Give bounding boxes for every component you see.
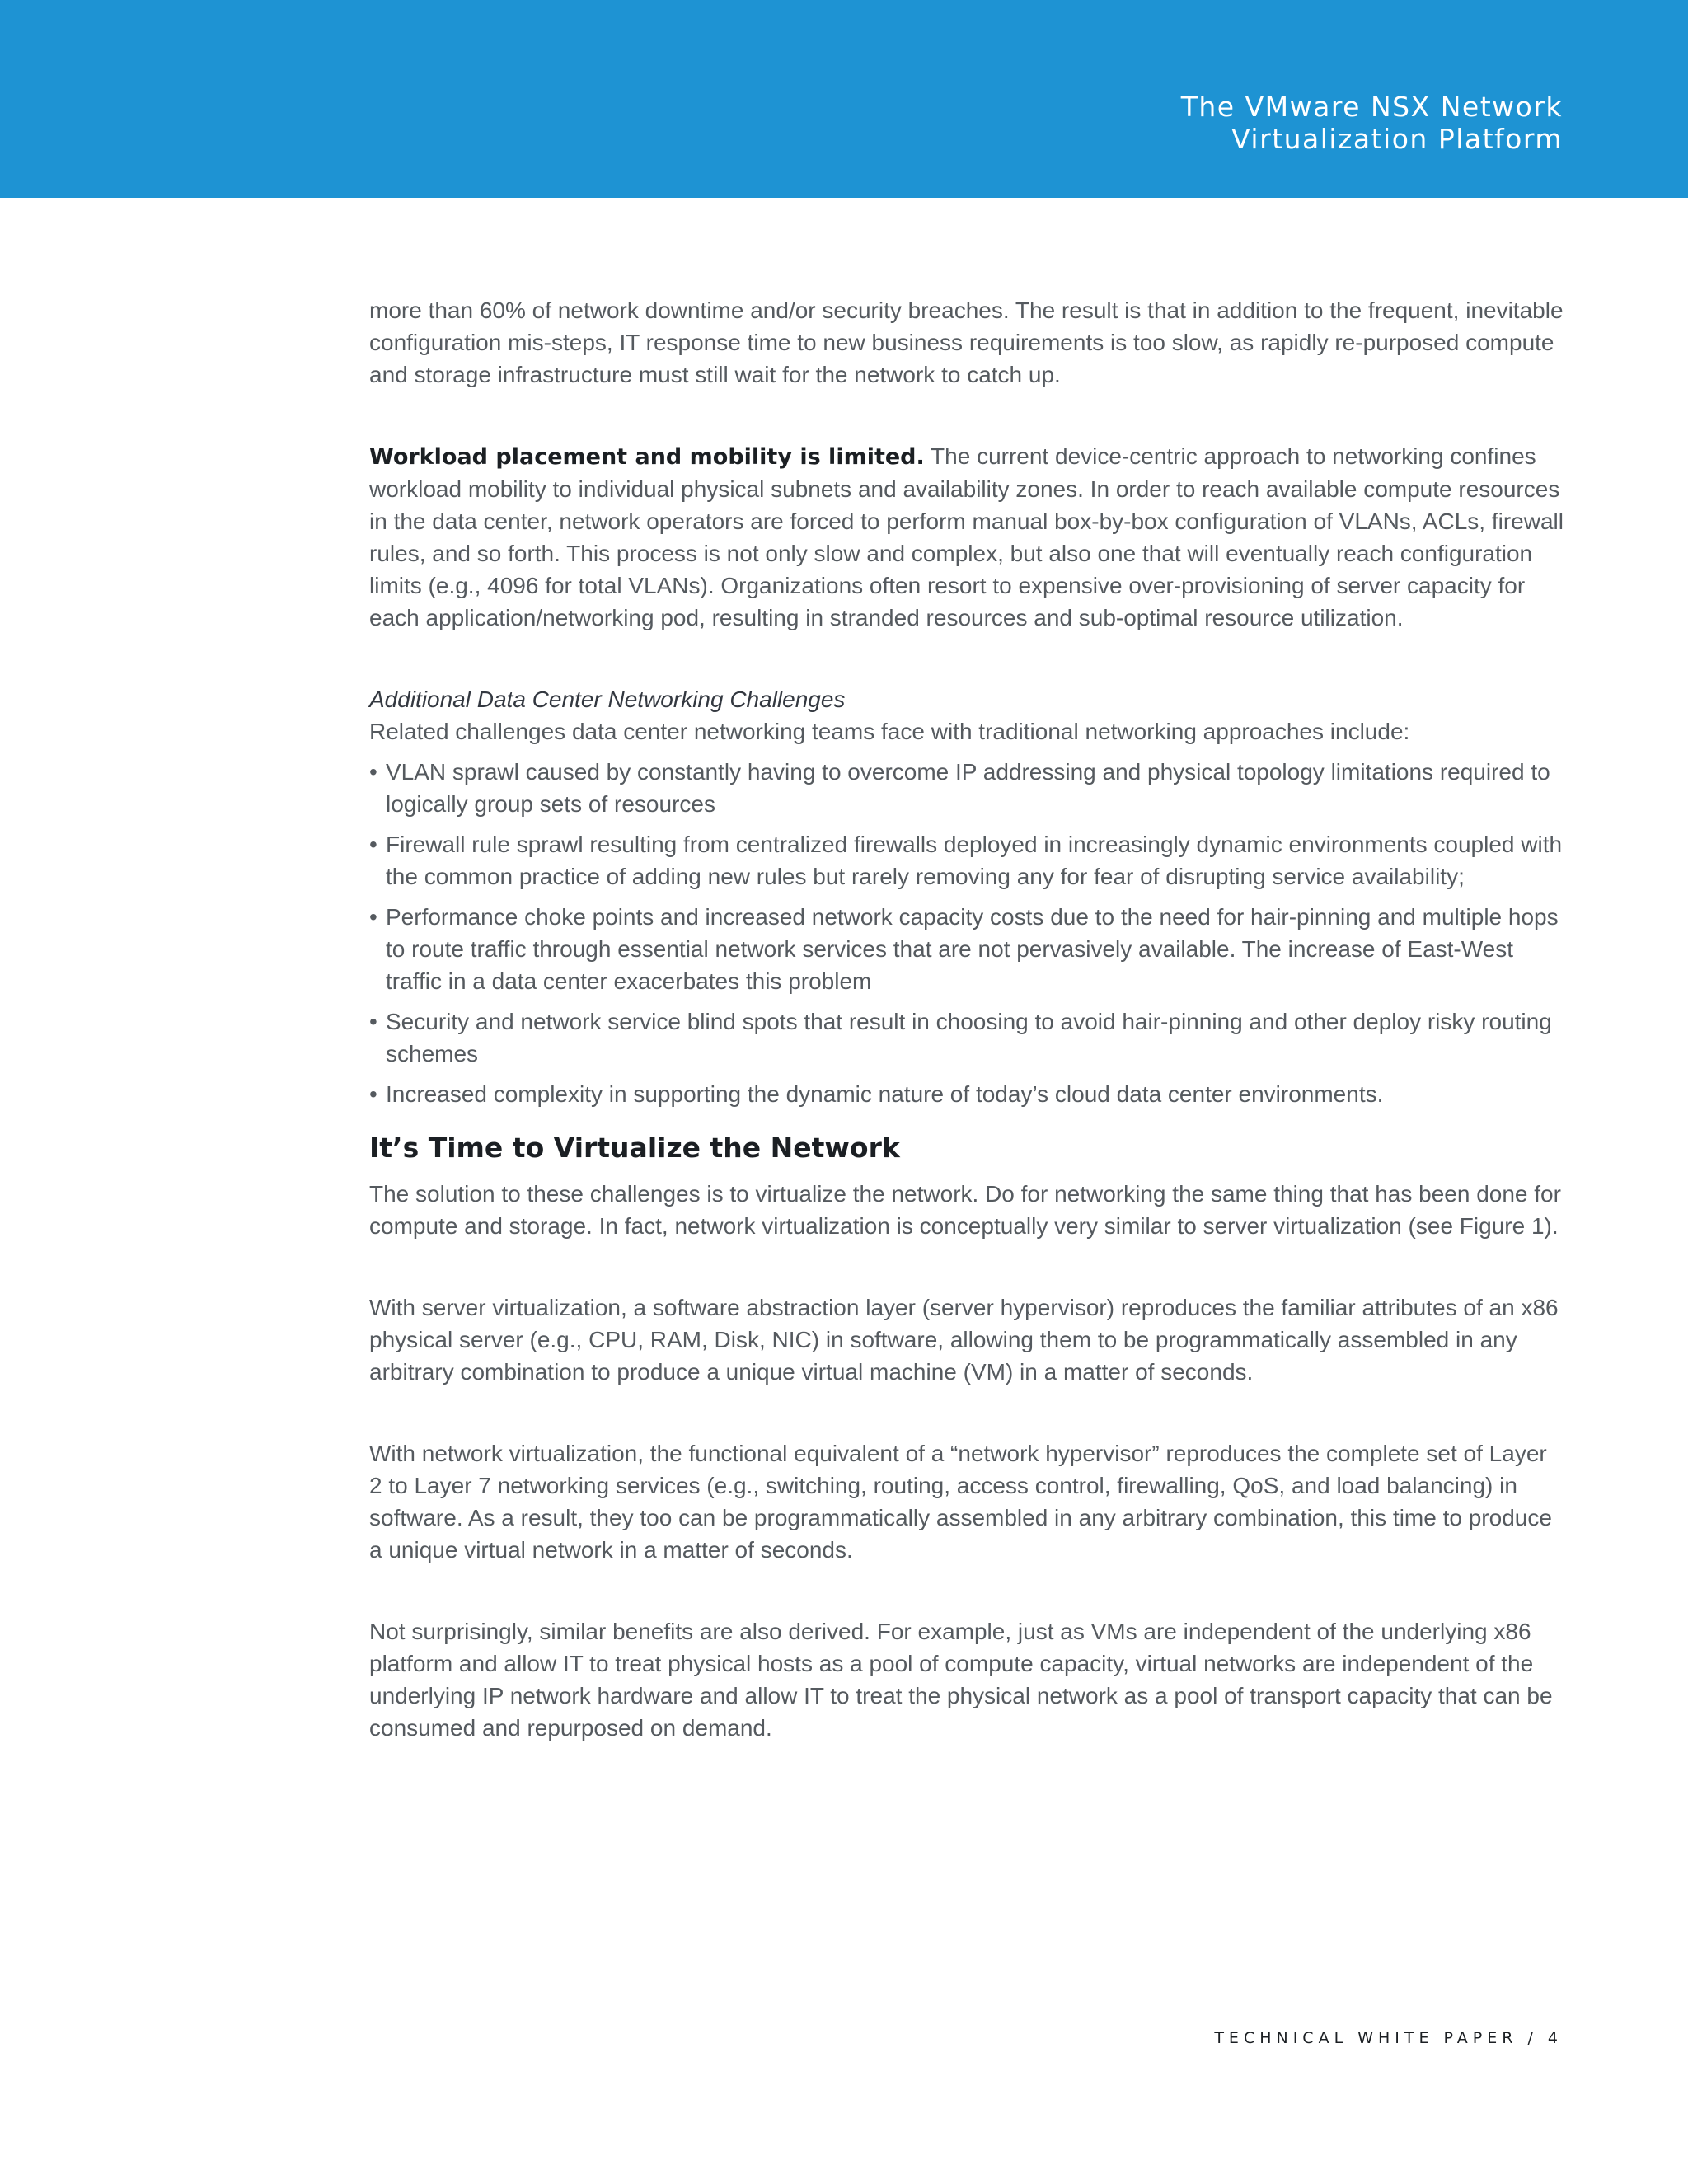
solution-paragraph: The solution to these challenges is to virtualize the network. Do for networking the same thing that has been done for compute and storage. In fact, network virtualization is conceptually very similar to server virtualization (see Figure 1). (369, 1181, 1561, 1239)
server-virtualization-paragraph: With server virtualization, a software abstraction layer (server hypervisor) reproduces the familiar attributes of an x86 physical server (e.g., CPU, RAM, Disk, NIC) in software, allowing them to be programmatically assembled in any arbitrary combination to produce a unique virtual machine (VM) in a matter of seconds. (369, 1295, 1559, 1385)
document-title-line-2: Virtualization Platform (1231, 123, 1563, 155)
list-item: • Firewall rule sprawl resulting from centralized firewalls deployed in increasingly dynamic environments coupled with the common practice of adding new rules but rarely removing any for fear of disrupting service availability; (369, 828, 1564, 893)
intro-paragraph: more than 60% of network downtime and/or security breaches. The result is that in addition to the frequent, inevitable configuration mis-steps, IT response time to new business requirements is too slow, as rapidly re-purposed compute and storage infrastructure must still wait for the network to catch up. (369, 298, 1564, 387)
workload-lead: Workload placement and mobility is limited. (369, 444, 925, 470)
list-item: • VLAN sprawl caused by constantly having to overcome IP addressing and physical topology limitations required to logically group sets of resources (369, 756, 1564, 820)
list-item: • Increased complexity in supporting the dynamic nature of today’s cloud data center environments. (369, 1078, 1564, 1110)
challenges-intro: Related challenges data center networking teams face with traditional networking approaches include: (369, 719, 1410, 744)
workload-paragraph (369, 440, 1564, 634)
page-content (369, 294, 1564, 1744)
challenges-subheading: Additional Data Center Networking Challenges (369, 687, 846, 712)
workload-text: The current device-centric approach to networking confines workload mobility to individual physical subnets and availability zones. In order to reach available compute resources in the data center, network operators are forced to perform manual box-by-box configuration of VLANs, ACLs, firewall rules, and so forth. This process is not only slow and complex, but also one that will eventually reach configuration limits (e.g., 4096 for total VLANs). Organizations often resort to expensive over-provisioning of server capacity for each application/networking pod, resulting in stranded resources and sub-optimal resource utilization. (369, 443, 1564, 630)
list-item: • Performance choke points and increased network capacity costs due to the need for hair-pinning and multiple hops to route traffic through essential network services that are not pervasively available. The increase of East-West traffic in a data center exacerbates this problem (369, 901, 1564, 997)
document-title-line-1: The VMware NSX Network (1180, 91, 1563, 123)
document-title (1181, 91, 1563, 155)
network-virtualization-paragraph: With network virtualization, the functional equivalent of a “network hypervisor” reproduces the complete set of Layer 2 to Layer 7 networking services (e.g., switching, routing, access control, firewalling, QoS, and load balancing) in software. As a result, they too can be programmatically assembled in any arbitrary combination, this time to produce a unique virtual network in a matter of seconds. (369, 1441, 1552, 1563)
header-band (0, 0, 1688, 198)
challenges-list (369, 756, 1564, 1110)
benefits-paragraph: Not surprisingly, similar benefits are also derived. For example, just as VMs are independent of the underlying x86 platform and allow IT to treat physical hosts as a pool of compute capacity, virtual networks are independent of the underlying IP network hardware and allow IT to treat the physical network as a pool of transport capacity that can be consumed and repurposed on demand. (369, 1619, 1553, 1741)
section-heading: It’s Time to Virtualize the Network (369, 1132, 900, 1164)
page-footer: TECHNICAL WHITE PAPER / 4 (1214, 2029, 1563, 2047)
list-item: • Security and network service blind spots that result in choosing to avoid hair-pinning and other deploy risky routing schemes (369, 1005, 1564, 1070)
